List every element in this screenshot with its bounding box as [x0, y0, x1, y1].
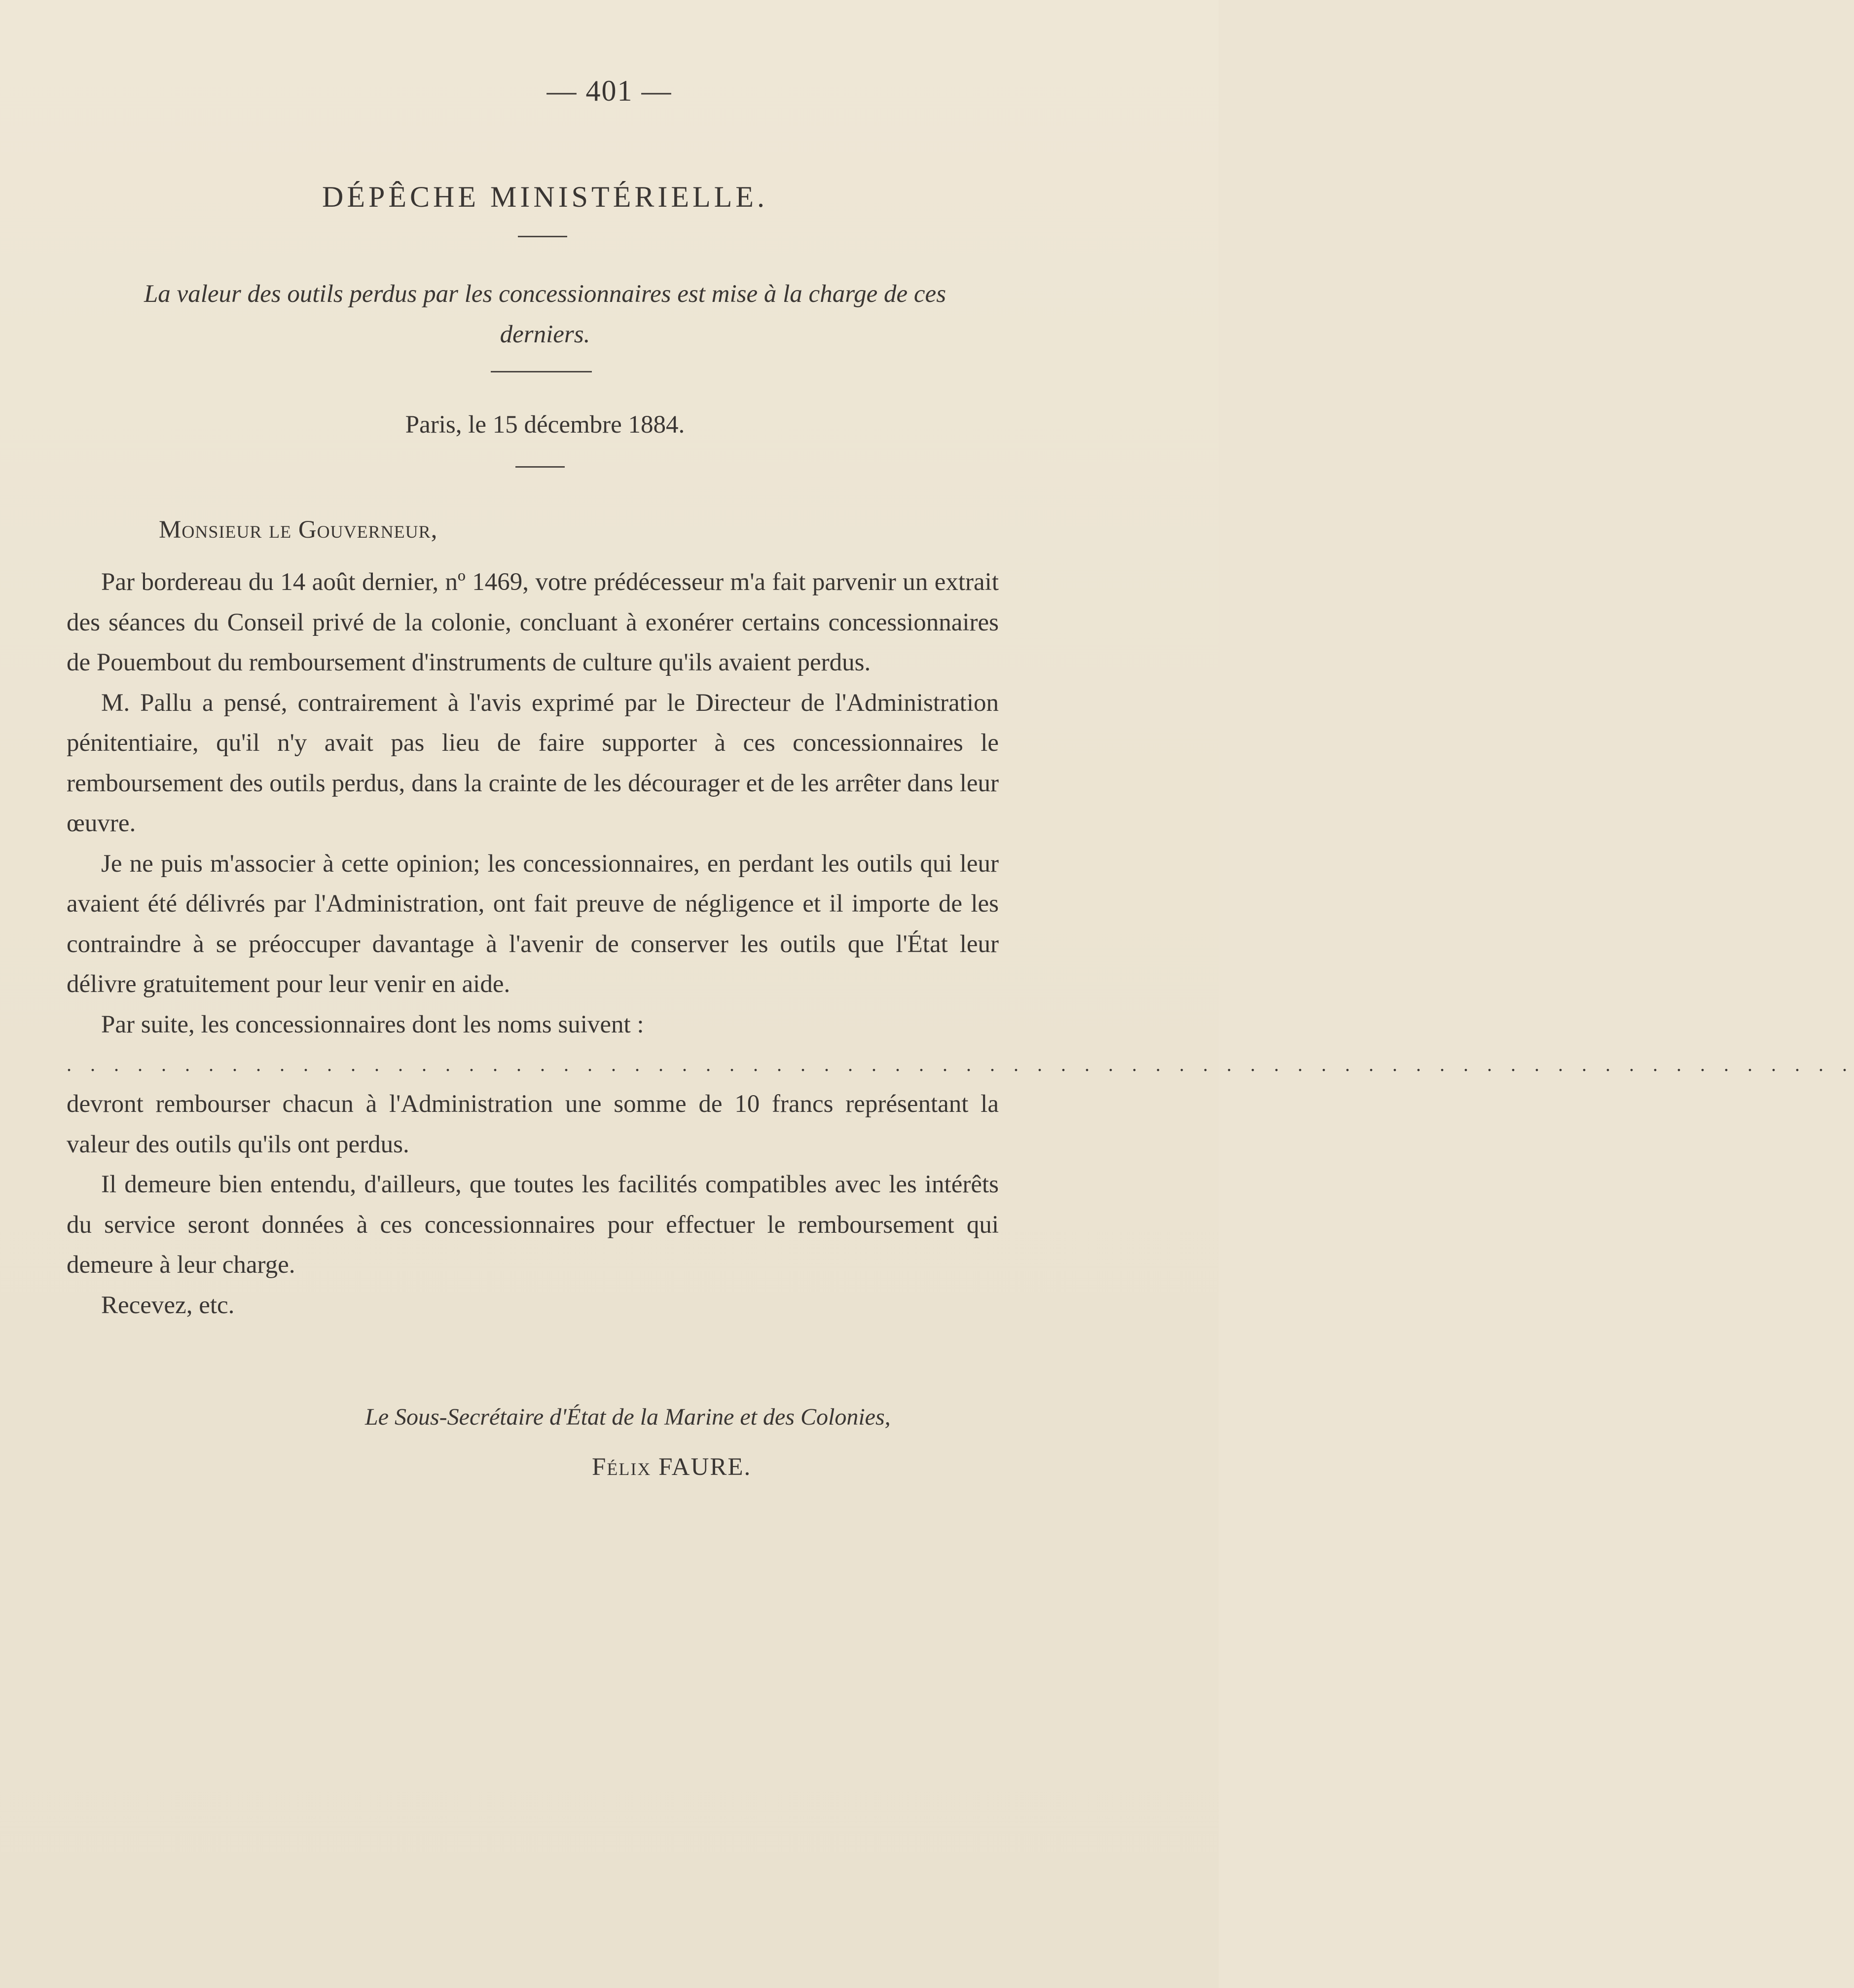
summary-text: La valeur des outils perdus par les concessionnaires est mise à la charge de ces derniers.	[144, 280, 946, 348]
title-rule	[518, 236, 567, 237]
paragraph-4: Par suite, les concessionnaires dont les noms suivent :	[101, 1010, 644, 1038]
dateline-rule	[515, 466, 565, 468]
paragraph-1: Par bordereau du 14 août dernier, nº 1469, votre prédécesseur m'a fait parvenir un extrait des séances du Conseil privé de la colonie, concluant à exonérer certains concessionnaires de Pouembout du remboursement d'instruments de culture qu'ils avaient perdus.	[67, 568, 999, 676]
paragraph-7: Recevez, etc.	[101, 1291, 235, 1319]
signature-title: Le Sous-Secrétaire d'État de la Marine et des Colonies,	[365, 1404, 891, 1430]
paragraph-5: devront rembourser chacun à l'Administration une somme de 10 francs représentant la valeur des outils qu'ils ont perdus.	[67, 1090, 999, 1158]
dateline: Paris, le 15 décembre 1884.	[405, 411, 685, 439]
page-number: — 401 —	[546, 74, 672, 107]
letter-body	[67, 562, 1854, 1325]
paragraph-6: Il demeure bien entendu, d'ailleurs, que toutes les facilités compatibles avec les intérêts du service seront données à ces concessionnaires pour effectuer le remboursement qui demeure à leur charge.	[67, 1171, 999, 1279]
elided-names-dots: . . . . . . . . . . . . . . . . . . . . . . . . . . . . . . . . . . . . . . . . . . . . . . . . . . . . . . . . . . . . . . . . . . . . . . . . . . . .	[67, 1053, 1854, 1075]
paragraph-2: M. Pallu a pensé, contrairement à l'avis exprimé par le Directeur de l'Administration pénitentiaire, qu'il n'y avait pas lieu de faire supporter à ces concessionnaires le remboursement des outils perdus, dans la crainte de les décourager et de les arrêter dans leur œuvre.	[67, 689, 999, 837]
signature-first-name: Félix	[592, 1453, 652, 1481]
signature-name	[592, 1453, 751, 1481]
document-title: DÉPÊCHE MINISTÉRIELLE.	[322, 181, 768, 213]
paragraph-3: Je ne puis m'associer à cette opinion; les concessionnaires, en perdant les outils qui leur avaient été délivrés par l'Administration, ont fait preuve de négligence et il importe de les contraindre à se préoccuper davantage à l'avenir de conserver les outils que l'État leur délivre gratuitement pour leur venir en aide.	[67, 849, 999, 998]
summary-rule	[491, 371, 592, 372]
salutation: Monsieur le Gouverneur,	[159, 516, 438, 544]
signature-last-name: FAURE.	[658, 1453, 752, 1481]
